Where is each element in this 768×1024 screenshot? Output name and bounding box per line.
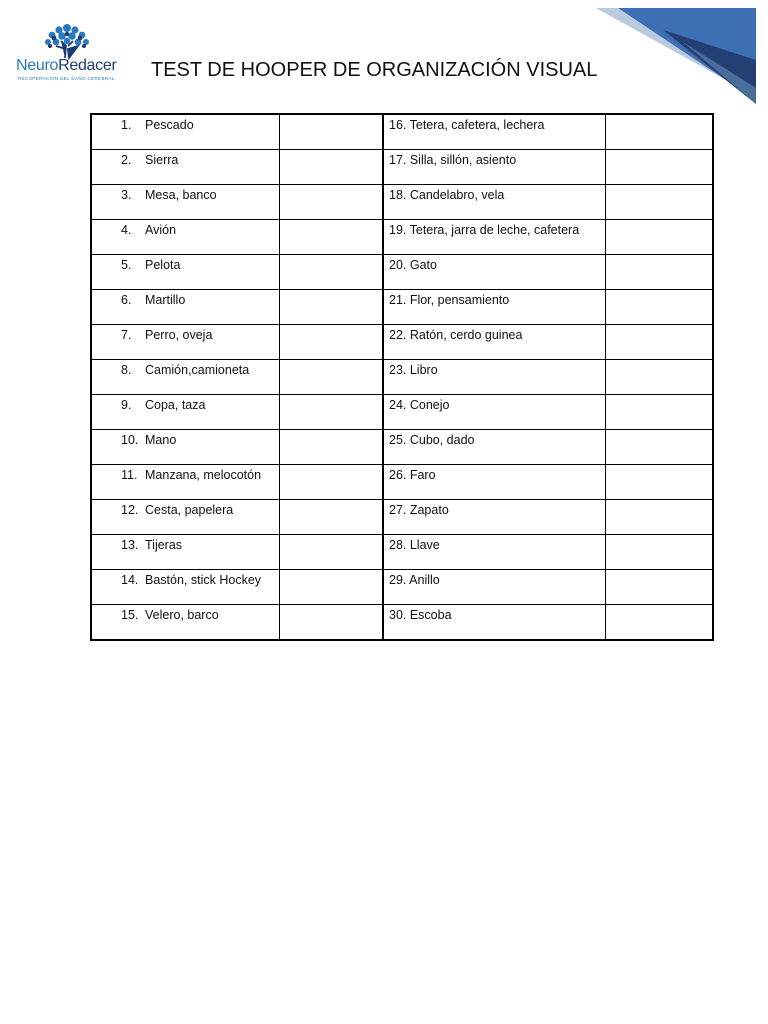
item-number: 6.	[121, 293, 132, 307]
item-label: 27. Zapato	[389, 503, 449, 517]
item-number: 12.	[121, 503, 139, 517]
answer-cell[interactable]	[280, 395, 384, 430]
item-label: 19. Tetera, jarra de leche, cafetera	[389, 223, 580, 237]
table-row	[91, 535, 713, 570]
answer-cell[interactable]	[606, 535, 714, 570]
table-row	[91, 395, 713, 430]
item-label-cell	[383, 325, 606, 360]
neuroredacer-logo	[14, 22, 122, 82]
item-label-cell	[383, 570, 606, 605]
table-row	[91, 325, 713, 360]
item-label: 18. Candelabro, vela	[389, 188, 505, 202]
answer-cell[interactable]	[280, 500, 384, 535]
logo-wordmark	[16, 57, 116, 75]
item-number: 8.	[121, 363, 132, 377]
answer-cell[interactable]	[280, 255, 384, 290]
table-row	[91, 605, 713, 641]
item-label-cell	[91, 220, 280, 255]
corner-decoration	[588, 0, 768, 110]
answer-cell[interactable]	[280, 605, 384, 641]
item-label-cell	[91, 395, 280, 430]
answer-cell[interactable]	[606, 220, 714, 255]
item-number: 14.	[121, 573, 139, 587]
answer-cell[interactable]	[280, 150, 384, 185]
item-label: Velero, barco	[145, 608, 219, 622]
item-label: Perro, oveja	[145, 328, 213, 342]
item-label: 29. Anillo	[389, 573, 440, 587]
item-label-cell	[91, 290, 280, 325]
answer-cell[interactable]	[280, 114, 384, 150]
answer-cell[interactable]	[606, 290, 714, 325]
item-number: 7.	[121, 328, 132, 342]
item-label-cell	[383, 220, 606, 255]
answer-cell[interactable]	[280, 185, 384, 220]
item-label-cell	[91, 185, 280, 220]
item-label: 17. Silla, sillón, asiento	[389, 153, 517, 167]
item-label: 25. Cubo, dado	[389, 433, 475, 447]
item-label: Manzana, melocotón	[145, 468, 262, 482]
table-row	[91, 114, 713, 150]
item-label: Martillo	[145, 293, 186, 307]
item-label: 23. Libro	[389, 363, 438, 377]
item-label-cell	[91, 500, 280, 535]
item-label-cell	[383, 395, 606, 430]
item-number: 10.	[121, 433, 139, 447]
answer-cell[interactable]	[280, 360, 384, 395]
hooper-items-table	[90, 113, 714, 641]
item-label: Pelota	[145, 258, 181, 272]
table-row	[91, 570, 713, 605]
item-label-cell	[91, 325, 280, 360]
item-label: 30. Escoba	[389, 608, 452, 622]
answer-cell[interactable]	[606, 114, 714, 150]
item-label: 28. Llave	[389, 538, 440, 552]
tree-icon	[42, 22, 92, 60]
item-label: 26. Faro	[389, 468, 436, 482]
table-row	[91, 500, 713, 535]
table-row	[91, 360, 713, 395]
answer-cell[interactable]	[606, 325, 714, 360]
item-label: 22. Ratón, cerdo guinea	[389, 328, 523, 342]
item-number: 4.	[121, 223, 132, 237]
logo-name-part1: Neuro	[16, 57, 59, 74]
item-label: Camión,camioneta	[145, 363, 250, 377]
table-row	[91, 255, 713, 290]
item-label-cell	[91, 114, 280, 150]
item-label: Tijeras	[145, 538, 183, 552]
item-label-cell	[91, 465, 280, 500]
item-label-cell	[383, 605, 606, 641]
item-label-cell	[91, 430, 280, 465]
answer-cell[interactable]	[606, 185, 714, 220]
item-label: Avión	[145, 223, 177, 237]
item-label-cell	[383, 465, 606, 500]
item-label-cell	[91, 150, 280, 185]
item-number: 1.	[121, 118, 132, 132]
answer-cell[interactable]	[606, 360, 714, 395]
item-label-cell	[383, 255, 606, 290]
table-row	[91, 185, 713, 220]
answer-cell[interactable]	[606, 150, 714, 185]
table-row	[91, 150, 713, 185]
answer-cell[interactable]	[606, 500, 714, 535]
answer-cell[interactable]	[606, 465, 714, 500]
item-label: Cesta, papelera	[145, 503, 234, 517]
answer-cell[interactable]	[280, 290, 384, 325]
answer-cell[interactable]	[280, 570, 384, 605]
item-number: 5.	[121, 258, 132, 272]
answer-cell[interactable]	[280, 430, 384, 465]
table-row	[91, 430, 713, 465]
item-number: 11.	[121, 468, 138, 482]
item-number: 15.	[121, 608, 139, 622]
table-row	[91, 290, 713, 325]
item-label: 21. Flor, pensamiento	[389, 293, 510, 307]
item-label-cell	[91, 570, 280, 605]
answer-cell[interactable]	[606, 255, 714, 290]
answer-cell[interactable]	[280, 325, 384, 360]
item-label-cell	[383, 500, 606, 535]
item-label-cell	[383, 360, 606, 395]
item-label-cell	[91, 605, 280, 641]
page-title: TEST DE HOOPER DE ORGANIZACIÓN VISUAL	[151, 59, 598, 81]
item-label: Mano	[145, 433, 177, 447]
item-label-cell	[383, 185, 606, 220]
item-label: Pescado	[145, 118, 194, 132]
answer-cell[interactable]	[280, 220, 384, 255]
answer-cell[interactable]	[606, 605, 714, 641]
answer-cell[interactable]	[280, 465, 384, 500]
item-label-cell	[383, 114, 606, 150]
item-label: Copa, taza	[145, 398, 206, 412]
answer-cell[interactable]	[606, 395, 714, 430]
item-label-cell	[383, 150, 606, 185]
logo-name-part2: Redacer	[58, 57, 117, 74]
item-number: 2.	[121, 153, 132, 167]
item-number: 9.	[121, 398, 132, 412]
item-label: Bastón, stick Hockey	[145, 573, 262, 587]
table-row	[91, 465, 713, 500]
item-number: 13.	[121, 538, 139, 552]
item-label-cell	[91, 535, 280, 570]
item-label: 20. Gato	[389, 258, 437, 272]
item-label-cell	[91, 360, 280, 395]
answer-cell[interactable]	[606, 430, 714, 465]
answer-cell[interactable]	[606, 570, 714, 605]
item-label-cell	[383, 535, 606, 570]
item-label-cell	[383, 290, 606, 325]
table-row	[91, 220, 713, 255]
item-label-cell	[383, 430, 606, 465]
item-label: Sierra	[145, 153, 179, 167]
item-label: 16. Tetera, cafetera, lechera	[389, 118, 545, 132]
item-label-cell	[91, 255, 280, 290]
answer-cell[interactable]	[280, 535, 384, 570]
logo-tagline: RECUPERACIÓN DEL DAÑO CEREBRAL	[18, 76, 115, 81]
item-label: 24. Conejo	[389, 398, 450, 412]
item-number: 3.	[121, 188, 132, 202]
item-label: Mesa, banco	[145, 188, 217, 202]
